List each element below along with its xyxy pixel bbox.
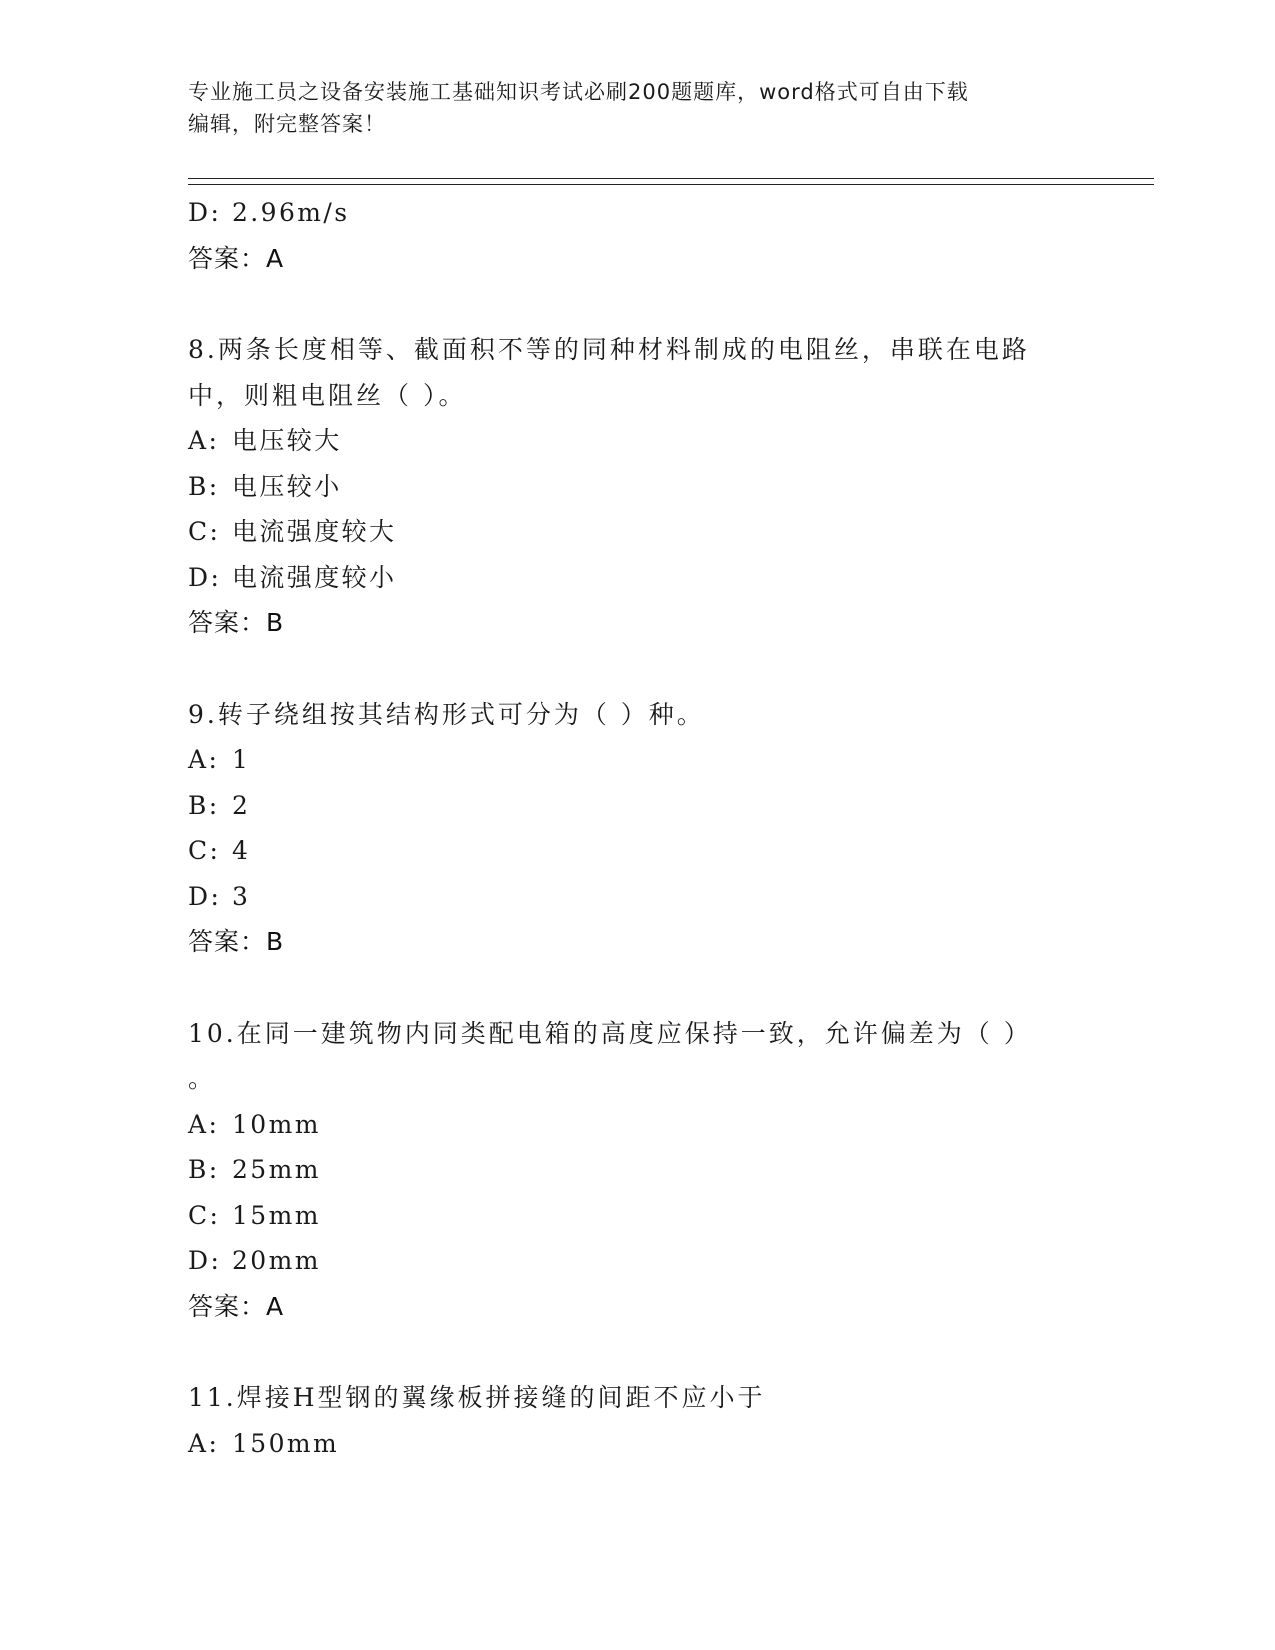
option-text: 2.96m/s	[232, 198, 350, 227]
option-text: 电压较小	[232, 471, 342, 501]
option-b	[188, 1147, 1088, 1193]
option-label: D:	[188, 198, 222, 227]
spacer	[188, 646, 1088, 692]
option-text: 2	[232, 790, 251, 820]
option-d	[188, 1238, 1088, 1284]
option-text: 10mm	[232, 1109, 321, 1139]
question-line: 。	[188, 1064, 217, 1093]
question-line: 中，则粗电阻丝（ ）。	[188, 380, 467, 410]
option-label: C:	[188, 1200, 221, 1230]
question-11-text	[188, 1375, 1068, 1421]
spacer	[188, 1329, 1088, 1375]
option-b	[188, 783, 1088, 829]
option-label: A:	[188, 745, 220, 774]
answer-line: 答案：A	[188, 243, 285, 273]
spacer	[188, 281, 1088, 327]
option-text: 电流强度较大	[232, 517, 397, 546]
option-text: 25mm	[232, 1155, 321, 1184]
answer-line: 答案：A	[188, 1291, 285, 1321]
header-divider-top	[188, 178, 1154, 179]
option-c	[188, 828, 1088, 874]
question-content	[188, 190, 1088, 1466]
question-9-text	[188, 692, 1068, 738]
option-c	[188, 509, 1088, 555]
option-label: B:	[188, 1155, 220, 1184]
answer-line: 答案：B	[188, 608, 285, 637]
question-line: 8.两条长度相等、截面积不等的同种材料制成的电阻丝，串联在电路	[188, 335, 1030, 364]
option-d	[188, 874, 1088, 920]
option-a	[188, 1421, 1088, 1467]
option-a	[188, 1102, 1088, 1148]
option-b	[188, 464, 1088, 510]
option-label: B:	[188, 471, 220, 501]
option-d	[188, 190, 1088, 236]
spacer	[188, 965, 1088, 1011]
option-text: 电流强度较小	[232, 562, 397, 592]
option-label: C:	[188, 517, 221, 546]
option-label: B:	[188, 790, 220, 820]
option-text: 电压较大	[232, 426, 342, 455]
option-text: 3	[232, 881, 251, 911]
option-label: C:	[188, 836, 221, 865]
answer-line: 答案：B	[188, 927, 285, 956]
option-text: 15mm	[232, 1200, 321, 1230]
option-d	[188, 555, 1088, 601]
option-c	[188, 1193, 1088, 1239]
option-a	[188, 418, 1088, 464]
header-title-line-2: 编辑，附完整答案！	[188, 112, 386, 136]
option-label: D:	[188, 881, 222, 911]
question-line: 11.焊接H型钢的翼缘板拼接缝的间距不应小于	[188, 1383, 766, 1412]
document-header	[188, 76, 1068, 140]
option-label: A:	[188, 1428, 220, 1458]
option-label: D:	[188, 562, 222, 592]
option-text: 150mm	[232, 1428, 340, 1458]
question-8-text	[188, 327, 1068, 418]
option-label: D:	[188, 1246, 222, 1275]
option-text: 20mm	[232, 1246, 321, 1275]
option-text: 4	[232, 836, 251, 865]
option-label: A:	[188, 1109, 220, 1139]
option-text: 1	[232, 745, 251, 774]
option-label: A:	[188, 426, 220, 455]
header-divider-bottom	[188, 184, 1154, 185]
option-a	[188, 737, 1088, 783]
question-10-text	[188, 1011, 1068, 1102]
question-line: 9.转子绕组按其结构形式可分为（ ）种。	[188, 699, 705, 729]
question-line: 10.在同一建筑物内同类配电箱的高度应保持一致，允许偏差为（ ）	[188, 1018, 1032, 1048]
header-title-line-1: 专业施工员之设备安装施工基础知识考试必刷200题题库，word格式可自由下载	[188, 80, 969, 104]
